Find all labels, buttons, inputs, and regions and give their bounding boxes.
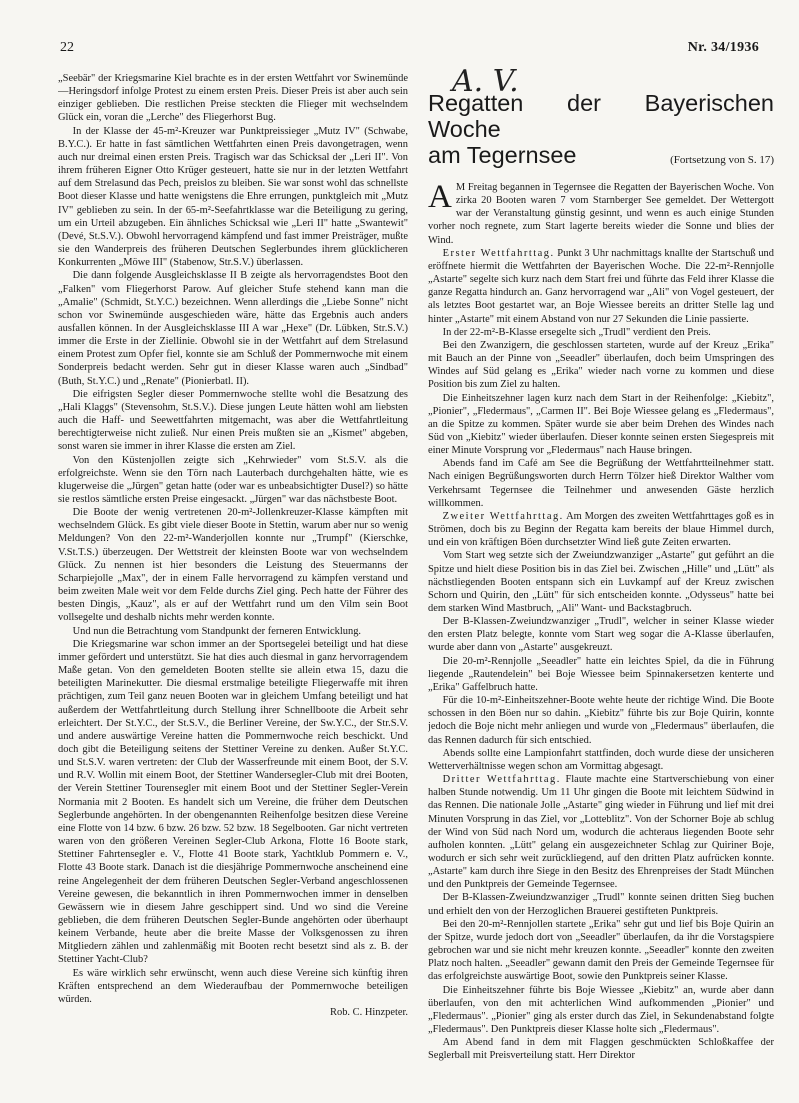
paragraph-text: Abends sollte eine Lampionfahrt stattfinden, doch wurde diese der unsicheren Wetterverhältnisse wegen schon am Vormittag abgesagt. bbox=[428, 747, 774, 772]
article-paragraph: Die dann folgende Ausgleichsklasse II B zeigte als hervorragendstes Boot den „Falken" vom Fliegerhorst Parow. Auf gleicher Stufe stehend kann man die „Amalie" (Schmidt, St.Y.C.) bezeichnen. Wenn allerdings die „Liebe Sonne" nicht schon vor Swinemünde ausgeschieden wäre, hätte das Ergebnis auch anders ausfallen können. In der Ausgleichsklasse III A war „Hexe" (Dr. Lübken, Str.S.V.) immer die Erste in der Ziellinie. Obwohl sie in der Wettfahrt auf dem Strelasund einem Protest zum Opfer fiel, konnte sie am Schluß der Pommernwoche mit einem Sonderpreis bedacht werden. Sehr gut in dieser Klasse waren auch „Sindbad" (Buth, St.Y.C.) und „Renate" (Pionierbatl. II). bbox=[58, 270, 408, 387]
article-paragraph bbox=[428, 392, 774, 458]
article-paragraph bbox=[428, 181, 774, 247]
article-paragraph bbox=[428, 655, 774, 694]
article-paragraph bbox=[428, 773, 774, 891]
handwritten-note: A. V. bbox=[452, 64, 519, 99]
paragraph-text: Der B-Klassen-Zweiundzwanziger „Trudl" konnte seinen dritten Sieg buchen und erhielt den von der Herzoglichen Brauerei gestifteten Punktpreis. bbox=[428, 892, 774, 917]
paragraph-text: In der 22-m²-B-Klasse ersegelte sich „Trudl" verdient den Preis. bbox=[442, 326, 711, 338]
drop-cap: A bbox=[428, 179, 452, 215]
article-paragraph: Und nun die Betrachtung vom Standpunkt der ferneren Entwicklung. bbox=[72, 625, 362, 637]
paragraph-text: Am Abend fand in dem mit Flaggen geschmückten Schloßkaffee der Seglerball mit Preisverteilung statt. Herr Direktor bbox=[428, 1037, 774, 1062]
paragraph-text: Abends fand im Café am See die Begrüßung der Wettfahrtteilnehmer statt. Nach einigen Begrüßungsworten durch Herrn Tölzer hieß Direktor Walther vom Verkehrsamt Tegernsee die Teilnehmer und anwesenden Gäste herzlich willkommen. bbox=[428, 458, 774, 509]
article-paragraph: Die eifrigsten Segler dieser Pommernwoche stellte wohl die Besatzung des „Hali Klaggs" (Stevensohm, St.S.V.). Diese jungen Leute hätten wohl am liebsten auch die Haff- und Seewettfahrten mitgemacht, was aber die Wettfahrtleitung berechtigterweise nicht zuließ. Nur einen Preis mußten sie an „Kismet" abgeben, sonst waren sie immer in ihrer Klasse die ersten am Ziel. bbox=[58, 388, 408, 453]
article-paragraph bbox=[428, 339, 774, 392]
paragraph-text: Für die 10-m²-Einheitszehner-Boote wehte heute der richtige Wind. Die Boote schossen in den Böen nur so dahin. „Kiebitz" führte bis zur Boje Quirin, konnte jedoch die Boje nicht mehr anliegen und wurde von „Fledermaus" überlaufen, die das Rennen dadurch für sich entschied. bbox=[428, 695, 774, 746]
article-paragraph bbox=[428, 457, 774, 510]
article-paragraph: Es wäre wirklich sehr erwünscht, wenn auch diese Vereine sich künftig ihren Kräften entsprechend an dem Wiederaufbau der Pommernwoche beteiligen würden. bbox=[58, 967, 408, 1005]
paragraph-text: Am Morgen des zweiten Wettfahrttages goß es in Strömen, doch bis zu Beginn der Regatta kam bereits der blaue Himmel durch, und ein von kräftigen Böen durchsetzter Wind ließ gute Zeiten erwarten. bbox=[428, 510, 774, 549]
paragraph-text: Punkt 3 Uhr nachmittags knallte der Startschuß und eröffnete hiermit die Wettfahrten der Bayerischen Woche. Die 22-m²-Rennjolle „Astarte" segelte sich kurz nach dem Start frei und führte das Feld ihrer Klasse die ganze Regatta hindurch an. Ganz hervorragend war „Ali" von Vogel gesteuert, der als letztes Boot gestartet war, an Boje Wiessee bereits an dritter Stelle lag und hinter „Astarte" mit einem Abstand von nur 27 Sekunden die Linie passierte. bbox=[428, 247, 774, 325]
article-paragraph bbox=[428, 615, 774, 654]
first-paragraph-text: M Freitag begannen in Tegernsee die Regatten der Bayerischen Woche. Von zirka 20 Booten waren 7 vom Starnberger See gemeldet. Der Wettergott war der Veranstaltung günstig gesinnt, und wenn es auch einige Stunden vorher noch regnete, zum Start lagerte bereits wieder die Sonne und blies der Wind. bbox=[428, 182, 774, 246]
article-paragraph: Die Kriegsmarine war schon immer an der Sportsegelei beteiligt und hat diese immer gefördert und unterstützt. Sie hat dies auch diesmal in ganz hervorragendem Maße getan. Von den gemeldeten Booten stellte sie allein etwa 15, dazu die beteiligten Marinekutter. Die diesmal erstmalige beteiligte Fliegerwaffe mit ihren prächtigen, zum Teil ganz neuen Booten war in gleichem Umfang beteiligt und hat außerdem der Wettfahrtleitung durch Stellung ihrer Schnellboote die Arbeit sehr erleichtert. Der St.Y.C., der St.S.V., die Berliner Vereine, der Sw.Y.C., der Str.S.V. und andere auswärtige Vereine hatten die Pommernwoche reich beschickt. Und doch gibt die Beteiligung seitens der Stettiner Vereine zu denken. Außer St.Y.C. und St.S.V. waren vertreten: der Club der Wasserfreunde mit einem Boot, der S.V. und R.V. Wollin mit einem Boot, der Stettiner Wandersegler-Club mit drei Booten, der Verein Stettiner Tourensegler mit einem Boot und der Stettiner Segler-Verein Normania mit 2 Booten. Es handelt sich um Vereine, die früher dem Deutschen Seglerbunde angehörten. In der obengenannten Reihenfolge besitzen diese Vereine eine Flotte von 14 bzw. 6 bzw. 26 bzw. 52 bzw. 18 Segelbooten. Gar nicht vertreten waren von den größeren Vereinen Segler-Club Arkona, Flotte 16 Boote stark, Stettiner Fahrtensegler e. V., Flotte 41 Boote stark, Yachtklub Pommern e. V., Flotte 43 Boote stark. Danach ist die diesjährige Pommernwoche anscheinend eine reine Angelegenheit der dem früheren Deutschen Segler-Verband angeschlossenen Vereine gewesen, die bekanntlich in ihren Pommernwochen immer in denselben Gewässern wie in diesem Jahre geschippert sind. Und wo sind die Vereine geblieben, die dem früheren Deutschen Segler-Bunde angehörten oder überhaupt keinem Verbande, heute aber die breite Masse der Volksgenossen zu ihren Mitgliedern zählen und zahlenmäßig mit Booten recht besetzt sind als z. B. der Stettiner Yacht-Club? bbox=[58, 638, 408, 966]
article-paragraph bbox=[428, 747, 774, 773]
right-column-article bbox=[428, 78, 774, 1079]
article-paragraph bbox=[428, 326, 774, 339]
article-paragraph bbox=[428, 984, 774, 1037]
article-paragraph bbox=[428, 694, 774, 747]
section-lead: Erster Wettfahrttag. bbox=[442, 247, 555, 259]
article-paragraph: Die Boote der wenig vertretenen 20-m²-Jollenkreuzer-Klasse kämpften mit wechselndem Glück. Es gibt viele dieser Boote in Stettin, warum aber nur so wenig Meldungen? Von den 22-m²-Wanderjollen konnte nur „Trumpf" (Kierschke, V.St.T.S.) überzeugen. Der Wettstreit der kleinsten Boote war von wechselndem Glück. Zu nennen ist hier besonders die Leistung des Steuermanns der Scharpiejolle „Max", der in einem Falle hervorragend zu kämpfen verstand und beim zweiten Male weit vor dem Felde durchs Ziel ging. Pech hatte der Führer des besten Dingis, „Kauz", als er auf der Wettfahrt rund um den Vilm sein Boot vollsegelte und deshalb nichts mehr werden konnte. bbox=[58, 507, 408, 624]
article-paragraph bbox=[428, 510, 774, 549]
paragraph-text: Die Einheitszehner lagen kurz nach dem Start in der Reihenfolge: „Kiebitz", „Pionier", „Fledermaus", „Carmen II". Bei Boje Wiessee gelang es „Fledermaus", an die Spitze zu kommen. Später wurde sie aber beim Drehen des Windes nach Süd von „Kiebitz" wieder überlaufen. Dieser konnte seinen ersten Siegespreis mit einer Minute Vorsprung vor „Fledermaus" nach Hause bringen. bbox=[428, 392, 774, 457]
paragraph-text: Bei den Zwanzigern, die geschlossen starteten, wurde auf der Kreuz „Erika" mit Bauch an der Pinne von „Seeadler" überlaufen, doch beim Umspringen des Windes auf Süd gelang es „Erika" wieder nach vorne zu kommen und diese Position bis zum Ziel zu halten. bbox=[428, 339, 774, 391]
continuation-note: (Fortsetzung von S. 17) bbox=[670, 154, 774, 166]
section-lead: Zweiter Wettfahrttag. bbox=[442, 510, 564, 522]
article-paragraph bbox=[428, 918, 774, 984]
paragraph-text: Flaute machte eine Startverschiebung von einer halben Stunde notwendig. Um 11 Uhr gingen die Boote mit leichtem Südwind in das Rennen. Die nationale Jolle „Astarte" ging wieder in Führung und lief mit drei Minuten Vorsprung in das Ziel, vor „Lotteblitz". Von der Schorner Boje ab schlug der Wind von Süd nach Nord um, wodurch die achteraus liegenden Boote sehr aufholen konnten. „Lütt" gelang ein ausgezeichneter Schlag zur Quiriner Boje, wodurch er sich sehr weit zurückliegend, auf den dritten Platz aufrücken konnte. „Astarte" kam durch ihre Siege in den Besitz des Ehrenpreises der Stadt München und den Punktpreis der Gemeinde Tegernsee. bbox=[428, 774, 774, 891]
paragraph-text: Bei den 20-m²-Rennjollen startete „Erika" sehr gut und lief bis Boje Quirin an der Spitze, wurde jedoch dort von „Seeadler" überlaufen, da ihr die Vorstagspiere gebrochen war und sie nicht mehr kreuzen konnte. „Seeadler" konnte den zweiten Platz noch halten. „Seeadler" gewann damit den Preis der Gemeinde Tegernsee für das erfolgreichste auswärtige Boot, sowie den Punktpreis seiner Klasse. bbox=[428, 918, 774, 983]
paragraph-text: Der B-Klassen-Zweiundzwanziger „Trudl", welcher in seiner Klasse wieder den ersten Platz belegte, konnte vom Start weg sogar die A-Klasse überlaufen, wurde aber dann von „Astarte" ausgekreuzt. bbox=[428, 616, 774, 654]
article-paragraph bbox=[428, 247, 774, 326]
article-paragraph bbox=[428, 549, 774, 615]
left-column-article bbox=[58, 72, 408, 1079]
article-title-line1: Regatten der Bayerischen Woche bbox=[428, 90, 774, 142]
paragraph-text: Vom Start weg setzte sich der Zweiundzwanziger „Astarte" gut geführt an die Spitze und hielt diese Position bis in das Ziel bei. Zwischen „Hille" und „Lütt" als nächstliegenden Booten entspann sich ein Luvkampf auf der Kreuz zwischen Schorn und Quirin, den „Lütt" für sich entscheiden konnte. „Odysseus" hatte bei dem starken Wind Mastbruch, „Ali" Want- und Backstagbruch. bbox=[428, 550, 774, 614]
paragraph-text: Die 20-m²-Rennjolle „Seeadler" hatte ein leichtes Spiel, da die in Führung liegende „Rautendelein" bei Boje Wiessee beim Spinnakersetzen kenterte und „Erika" Gaffelbruch hatte. bbox=[428, 655, 774, 693]
paragraph-text: Die Einheitszehner führte bis Boje Wiessee „Kiebitz" an, wurde aber dann überlaufen, von den mit achterlichen Wind aufkommenden „Pionier" und „Fledermaus". „Pionier" ging als erster durch das Ziel, in Sekundenabstand folgte „Fledermaus". Den Punktpreis dieser Klasse holte sich „Fledermaus". bbox=[428, 984, 774, 1035]
section-lead: Dritter Wettfahrttag. bbox=[442, 774, 561, 786]
issue-number: Nr. 34/1936 bbox=[687, 40, 759, 55]
page-number: 22 bbox=[60, 40, 74, 55]
article-title-line2: am Tegernsee bbox=[428, 142, 577, 168]
article-paragraph bbox=[428, 1036, 774, 1062]
article-body bbox=[428, 181, 774, 1062]
article-paragraph: In der Klasse der 45-m²-Kreuzer war Punktpreissieger „Mutz IV" (Schwabe, B.Y.C.). Er hatte in fast sämtlichen Wettfahrten einen Preis davongetragen, wenn auch nur dreimal einen ersten Preis. Tragisch war das Schicksal der „Leri II". Von ihrem früheren Eigner Otto Krüger gesteuert, hatte sie nur in der letzten Wettfahrt auf dem Strelasund das Pech, preislos zu bleiben. Sie war sonst wohl das schnellste Boot dieser Klasse und hatte wenigstens die Ehre errungen, punktgleich mit „Mutz IV" geblieben zu sein. In der 65-m²-Seefahrtklasse war die Beteiligung zu gering, um ein Urteil abzugeben. Ein ähnliches Schicksal wie „Leri II" hatte „Swantewit" (Devé, St.S.V.). Obwohl hervorragend kämpfend und fast immer Preisträger, mußte sie den Wanderpreis des früheren Deutschen Seglerbundes ihrem glücklicheren Konkurrenten „Möwe III" (Stabenow, Str.S.V.) überlassen. bbox=[58, 125, 408, 269]
author-signature: Rob. C. Hinzpeter. bbox=[330, 1007, 408, 1019]
article-title bbox=[428, 90, 774, 173]
article-paragraph bbox=[428, 891, 774, 917]
article-paragraph: „Seebär" der Kriegsmarine Kiel brachte es in der ersten Wettfahrt vor Swinemünde—Heringsdorf infolge Protest zu einem ersten Preis. Dieser Preis ist aber auch sein einziger geblieben. Die restlichen Preise steckten die Flieger mit wechselndem Glück ein, voran die „Lerche" des Fliegerhorst Bug. bbox=[58, 73, 408, 124]
article-paragraph: Von den Küstenjollen zeigte sich „Kehrwieder" vom St.S.V. als die erfolgreichste. Wenn sie den Törn nach Lauterbach durchgehalten hätte, wie es klugerweise die „Jürgen" getan hatte (oder war es unbeabsichtigter Dusel?) so hätte sie restlos sämtliche ersten Preise eingesackt. „Jürgen" war das nächstbeste Boot. bbox=[58, 454, 408, 505]
